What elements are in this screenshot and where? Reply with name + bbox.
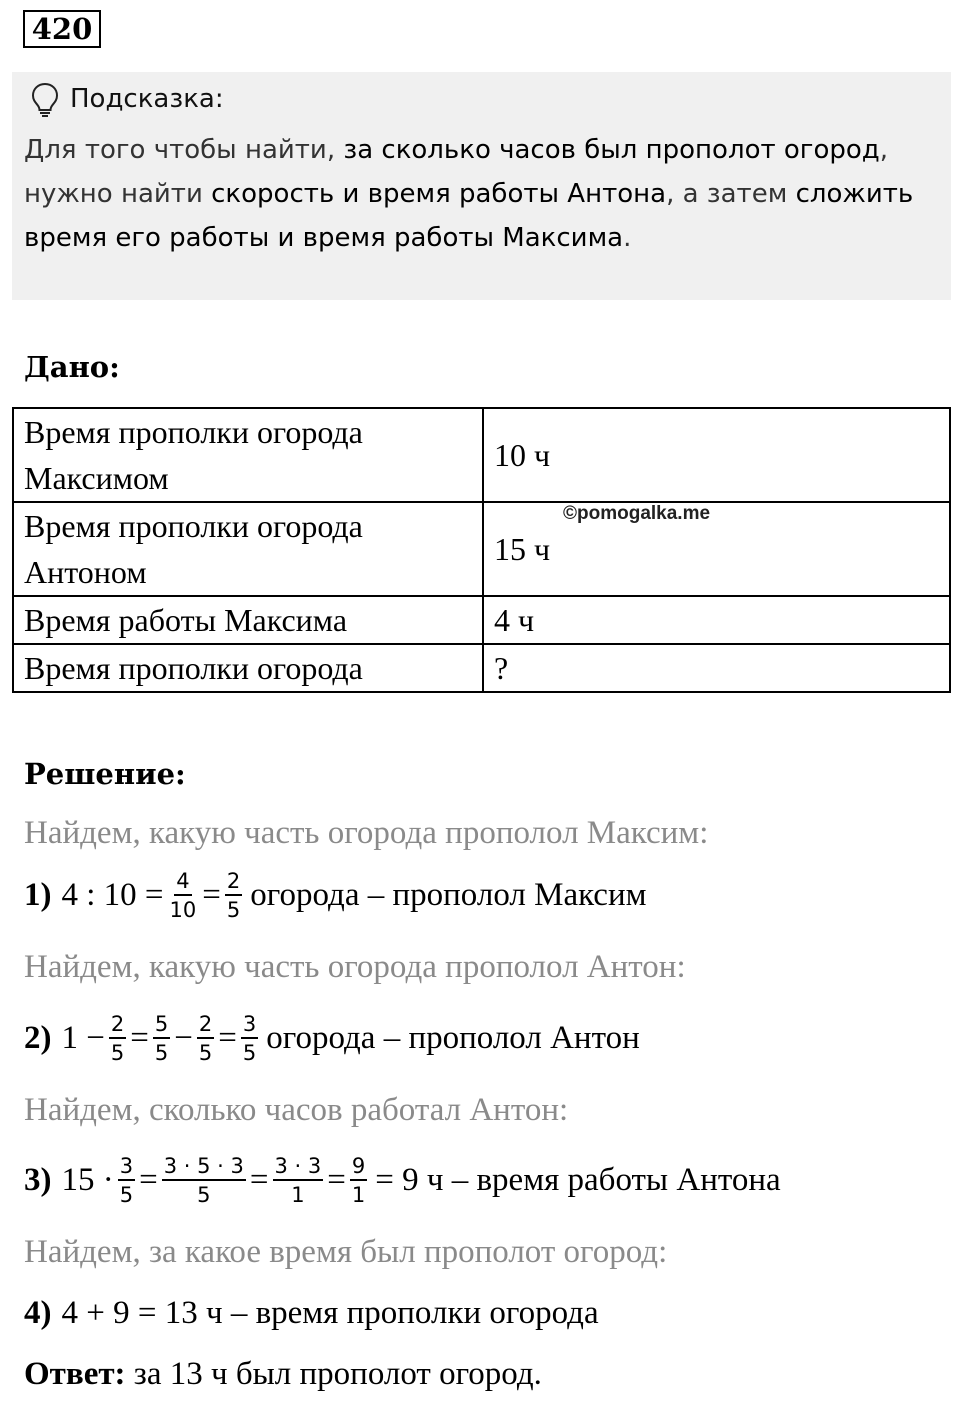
hint-title	[30, 82, 224, 118]
table-row	[13, 408, 950, 502]
step-number: 2)	[24, 1019, 52, 1056]
expr: 4 : 10 =	[61, 876, 164, 913]
step-tail: огорода – прополол Максим	[250, 876, 647, 913]
step1-intro: Найдем, какую часть огорода прополол Максим:	[24, 815, 709, 851]
row-value: 15 ч	[483, 502, 950, 596]
hint-title-text: Подсказка:	[70, 84, 224, 115]
minus: −	[174, 1019, 193, 1056]
row-label: Время прополки огорода Максимом	[13, 408, 483, 502]
fraction	[225, 870, 242, 921]
hint-highlight: за сколько часов был прополот огород	[343, 135, 880, 165]
hint-segment: Для того чтобы найти,	[24, 135, 344, 165]
step-tail: огорода – прополол Антон	[266, 1019, 640, 1056]
numerator: 3 · 5 · 3	[162, 1155, 246, 1181]
table-row	[13, 596, 950, 644]
denominator: 5	[119, 1183, 134, 1208]
step4-intro: Найдем, за какое время был прополот огород:	[24, 1234, 668, 1270]
watermark: ©pomogalka.me	[563, 503, 711, 524]
denominator: 5	[154, 1041, 169, 1066]
step2-equation	[24, 1013, 640, 1064]
expr: 4 + 9 = 13 ч – время прополки огорода	[61, 1295, 599, 1331]
fraction	[197, 1013, 214, 1064]
lightbulb-icon	[30, 82, 60, 118]
row-label: Время работы Максима	[13, 596, 483, 644]
equals: =	[139, 1161, 158, 1198]
equals: =	[202, 876, 221, 913]
numerator: 3 · 3	[273, 1155, 324, 1181]
denominator: 5	[198, 1041, 213, 1066]
numerator: 2	[225, 870, 242, 896]
fraction	[118, 1155, 135, 1206]
row-value: ?	[483, 644, 950, 692]
step2-intro: Найдем, какую часть огорода прополол Антон:	[24, 949, 686, 985]
fraction	[109, 1013, 126, 1064]
answer	[24, 1355, 542, 1395]
step3-intro: Найдем, сколько часов работал Антон:	[24, 1092, 569, 1128]
step1-equation	[24, 870, 647, 921]
problem-number: 420	[23, 10, 101, 48]
hint-segment: .	[623, 223, 632, 253]
denominator: 10	[169, 898, 197, 923]
answer-label: Ответ:	[24, 1356, 126, 1392]
hint-highlight: сложить время его работы и время работы Максима	[24, 179, 914, 253]
hint-segment: , а затем	[666, 179, 796, 209]
step-tail: = 9 ч – время работы Антона	[375, 1161, 781, 1198]
solution-heading: Решение:	[24, 757, 186, 791]
numerator: 4	[174, 870, 191, 896]
numerator: 3	[241, 1013, 258, 1039]
row-label: Время прополки огорода	[13, 644, 483, 692]
equals: =	[249, 1161, 269, 1198]
step-number: 3)	[24, 1161, 52, 1198]
step4-equation	[24, 1294, 599, 1334]
given-table	[12, 407, 951, 693]
denominator: 5	[110, 1041, 125, 1066]
expr: 15 ·	[61, 1161, 114, 1198]
denominator: 1	[351, 1183, 366, 1208]
numerator: 2	[197, 1013, 214, 1039]
given-heading: Дано:	[24, 350, 120, 384]
fraction	[162, 1155, 246, 1206]
step-number: 1)	[24, 876, 52, 913]
hint-segment: , нужно найти	[24, 135, 889, 209]
row-label: Время прополки огорода Антоном	[13, 502, 483, 596]
denominator: 5	[226, 898, 241, 923]
numerator: 5	[153, 1013, 170, 1039]
fraction	[273, 1155, 324, 1206]
equals: =	[218, 1019, 237, 1056]
fraction	[350, 1155, 367, 1206]
row-value: 4 ч	[483, 596, 950, 644]
expr: 1 −	[61, 1019, 105, 1056]
step-number: 4)	[24, 1295, 52, 1331]
hint-text	[24, 128, 934, 260]
denominator: 1	[291, 1183, 305, 1208]
fraction	[168, 870, 199, 921]
fraction	[153, 1013, 170, 1064]
equals: =	[327, 1161, 346, 1198]
hint-highlight: скорость и время работы Антона	[211, 179, 667, 209]
step3-equation	[24, 1155, 781, 1206]
numerator: 3	[118, 1155, 135, 1181]
table-row	[13, 644, 950, 692]
numerator: 9	[350, 1155, 367, 1181]
equals: =	[130, 1019, 149, 1056]
answer-text: за 13 ч был прополот огород.	[133, 1356, 542, 1392]
table-row	[13, 502, 950, 596]
hint-box	[12, 72, 951, 300]
numerator: 2	[109, 1013, 126, 1039]
fraction	[241, 1013, 258, 1064]
denominator: 5	[197, 1183, 211, 1208]
denominator: 5	[242, 1041, 257, 1066]
row-value: 10 ч	[483, 408, 950, 502]
